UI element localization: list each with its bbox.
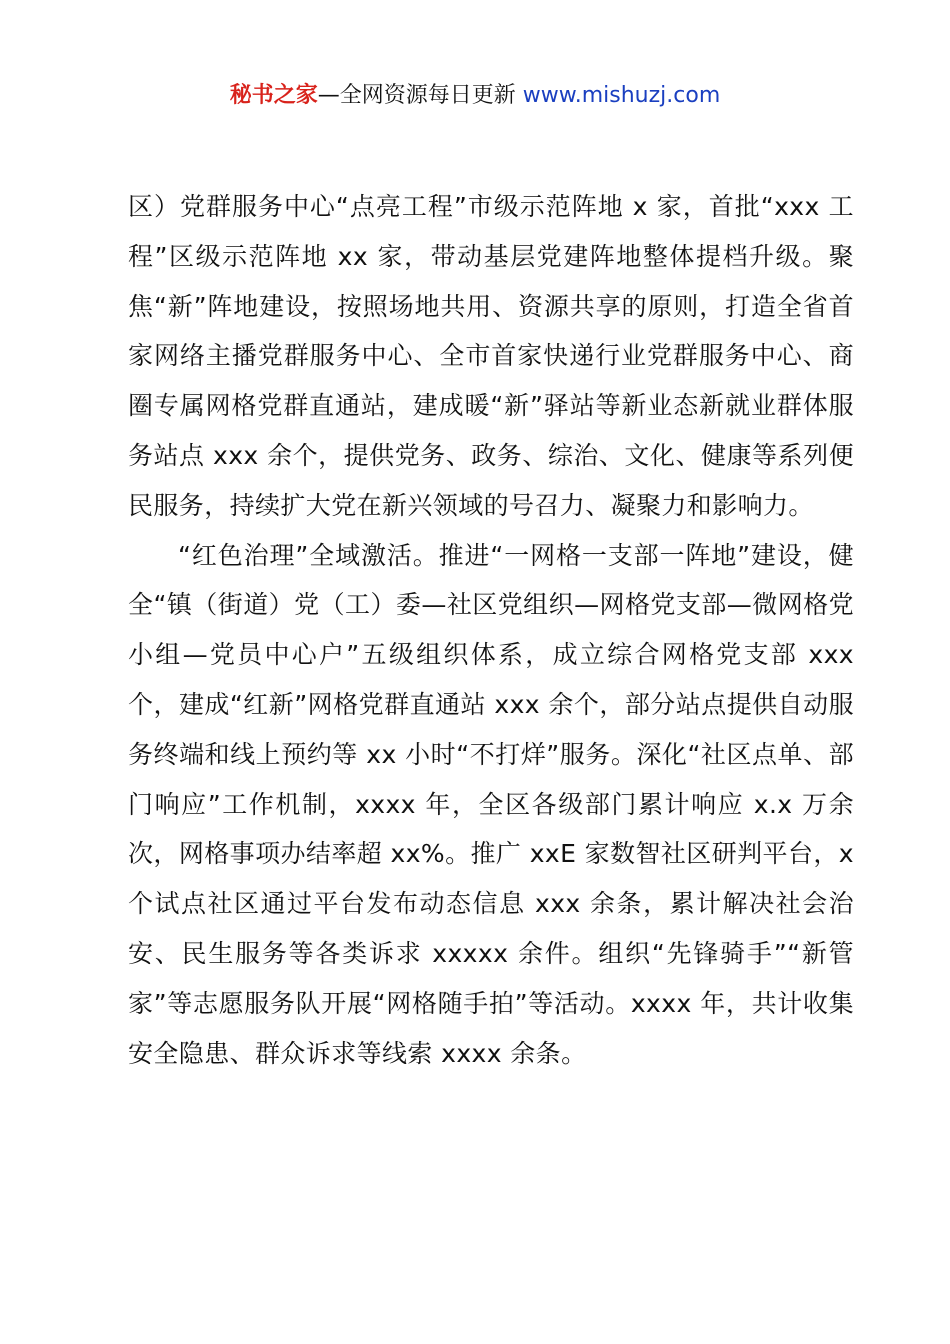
paragraph-continued: 区）党群服务中心“点亮工程”市级示范阵地 x 家，首批“xxx 工程”区级示范阵地 xx 家，带动基层党建阵地整体提档升级。聚焦“新”阵地建设，按照场地共用、资源共享的原则，打造全省首家网络主播党群服务中心、全市首家快递行业党群服务中心、商圈专属网格党群直通站，建成暖“新”驿站等新业态新就业群体服务站点 xxx 余个，提供党务、政务、综治、文化、健康等系列便民服务，持续扩大党在新兴领域的号召力、凝聚力和影响力。: [128, 192, 854, 520]
site-url[interactable]: www.mishuzj.com: [515, 83, 721, 108]
header-tagline: —全网资源每日更新: [317, 83, 516, 108]
page-header: [0, 80, 950, 112]
brand-name: 秘书之家: [229, 83, 318, 108]
document-body: [128, 182, 854, 1078]
paragraph-red-governance: “红色治理”全域激活。推进“一网格一支部一阵地”建设，健全“镇（街道）党（工）委—社区党组织—网格党支部—微网格党小组—党员中心户”五级组织体系，成立综合网格党支部 xxx 个，建成“红新”网格党群直通站 xxx 余个，部分站点提供自动服务终端和线上预约等 xx 小时“不打烊”服务。深化“社区点单、部门响应”工作机制，xxxx 年，全区各级部门累计响应 x.x 万余次，网格事项办结率超 xx%。推广 xxE 家数智社区研判平台，x 个试点社区通过平台发布动态信息 xxx 余条，累计解决社会治安、民生服务等各类诉求 xxxxx 余件。组织“先锋骑手”“新管家”等志愿服务队开展“网格随手拍”等活动。xxxx 年，共计收集安全隐患、群众诉求等线索 xxxx 余条。: [128, 540, 854, 1068]
